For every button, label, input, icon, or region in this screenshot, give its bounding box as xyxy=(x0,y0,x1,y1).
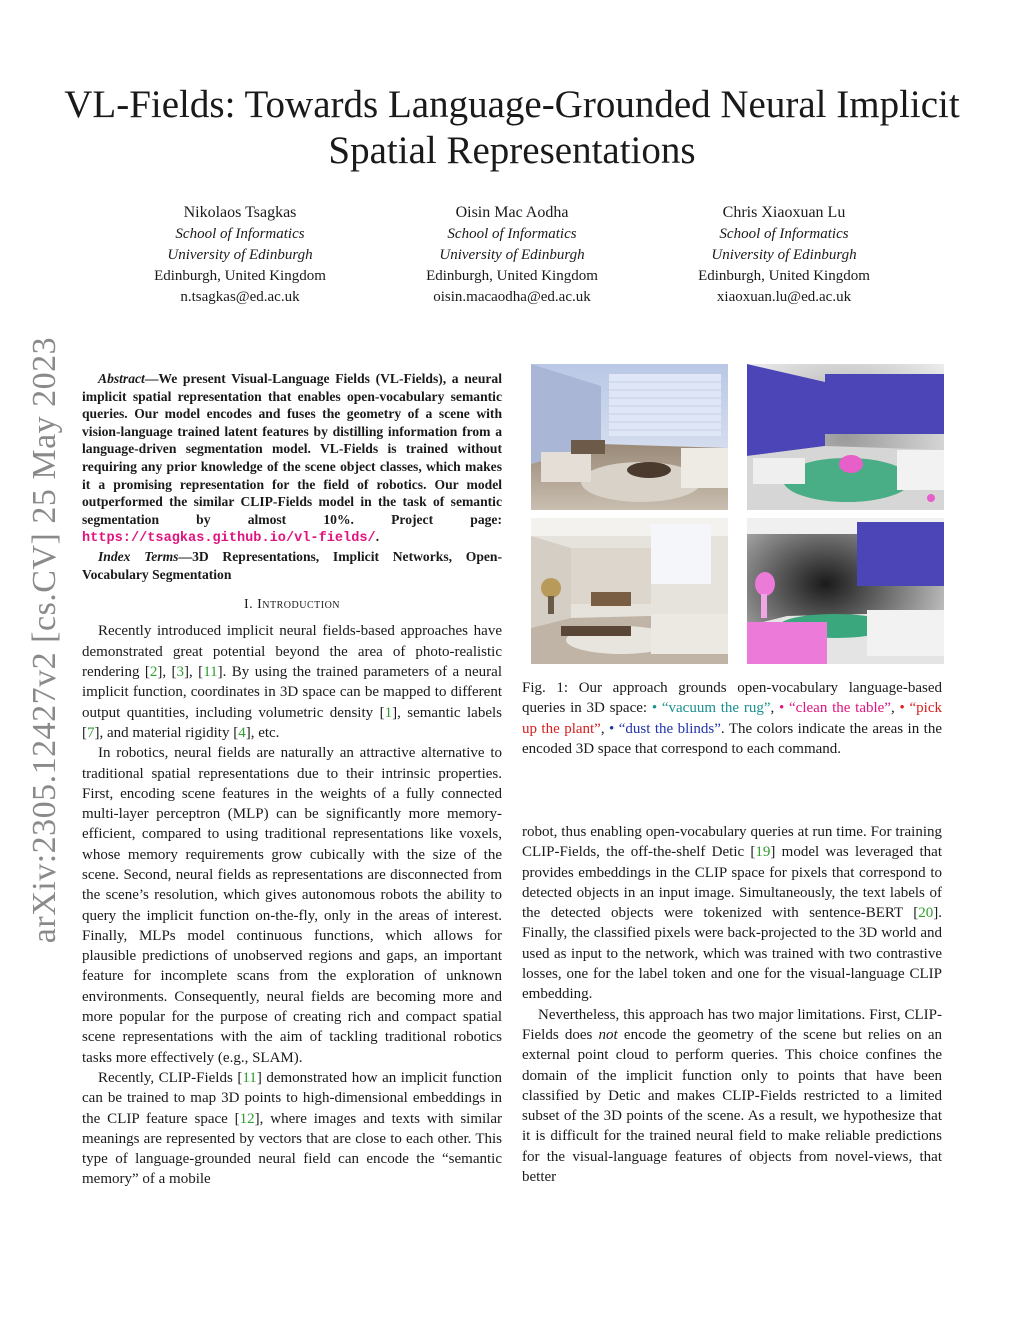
figure-rgb-view-2 xyxy=(531,518,728,664)
caption-suffix: . The colors indicate the areas in the encoded 3D space that correspond to each command. xyxy=(522,720,942,757)
text-run: ], where images and texts with similar meanings are represented by vectors that are close to each other. This type of language-grounded neural field can encode the “semantic memory” of a mobile xyxy=(82,1110,502,1188)
author-dept: School of Informatics xyxy=(719,226,849,242)
author-email[interactable]: n.tsagkas@ed.ac.uk xyxy=(180,289,300,305)
query-clean-table: “clean the table” xyxy=(789,700,891,717)
figure-query-map-1 xyxy=(747,364,944,510)
arxiv-identifier: arXiv:2305.12427v2 [cs.CV] 25 May 2023 xyxy=(26,336,64,944)
caption-sep: , xyxy=(600,720,610,737)
citation-link[interactable]: 3 xyxy=(176,664,185,681)
author-3 xyxy=(659,202,909,308)
section-heading: I. Introduction xyxy=(243,597,341,613)
text-run: Recently introduced implicit neural fields-based approaches have demonstrated great potential beyond the area of photo-realistic rendering [ xyxy=(82,623,502,681)
intro-paragraph xyxy=(82,1068,502,1190)
author-block xyxy=(115,202,909,308)
index-terms-label: Index Terms xyxy=(98,548,179,564)
right-paragraph xyxy=(522,1005,942,1188)
text-run: encode the geometry of the scene but relies on an external point cloud to perform queries. This choice confines the domain of the implicit function only to points that have been classified by Detic and makes CLIP-Fields restricted to a limited subset of the 3D points of the scene. As a result, we hypothesize that it is difficult for the trained neural field to make reliable predictions for the visual-language features of objects from novel-views, that better xyxy=(522,1026,942,1186)
intro-body xyxy=(82,621,502,1189)
text-run: ], and material rigidity [ xyxy=(94,724,239,741)
figure-1 xyxy=(531,364,944,664)
text-run: Recently, CLIP-Fields [ xyxy=(98,1069,243,1086)
author-univ: University of Edinburgh xyxy=(167,247,313,263)
author-email[interactable]: xiaoxuan.lu@ed.ac.uk xyxy=(716,289,852,305)
text-run: ] demonstrated how an implicit function can be trained to map 3D points to high-dimensional embeddings in the CLIP feature space [ xyxy=(82,1069,502,1127)
abstract-label: Abstract xyxy=(98,371,145,386)
author-2 xyxy=(387,202,637,308)
bullet-icon: • xyxy=(651,700,662,717)
author-dept: School of Informatics xyxy=(447,226,577,242)
text-run: ], [ xyxy=(184,664,204,681)
index-terms-text: —3D Representations, Implicit Networks, Open-Vocabulary Segmentation xyxy=(82,548,503,582)
bullet-icon: • xyxy=(609,720,619,737)
author-dept: School of Informatics xyxy=(175,226,305,242)
author-1 xyxy=(115,202,365,308)
text-run: Nevertheless, this approach has two major limitations. First, CLIP-Fields does xyxy=(522,1006,942,1043)
figure-query-map-2 xyxy=(747,518,944,664)
citation-link[interactable]: 1 xyxy=(384,704,393,721)
author-location: Edinburgh, United Kingdom xyxy=(426,268,598,284)
text-run: robot, thus enabling open-vocabulary queries at run time. For training CLIP-Fields, the off-the-shelf Detic [ xyxy=(522,824,942,861)
author-univ: University of Edinburgh xyxy=(439,247,585,263)
query-vacuum-rug: “vacuum the rug” xyxy=(661,700,771,717)
caption-prefix: Fig. 1: Our approach grounds open-vocabulary language-based queries in 3D space: xyxy=(522,680,942,717)
text-run: not xyxy=(598,1026,618,1043)
citation-link[interactable]: 12 xyxy=(239,1110,255,1127)
citation-link[interactable]: 20 xyxy=(918,905,934,922)
right-column xyxy=(522,822,942,1187)
citation-link[interactable]: 11 xyxy=(242,1069,257,1086)
intro-paragraph xyxy=(82,743,502,1068)
caption-sep: , xyxy=(890,700,900,717)
bullet-icon: • xyxy=(779,700,790,717)
citation-link[interactable]: 11 xyxy=(203,664,218,681)
abstract xyxy=(82,370,502,548)
abstract-end: . xyxy=(375,529,380,545)
text-run: In robotics, neural fields are naturally an attractive alternative to traditional spatial representations due to their intrinsic properties. First, encoding scene features in the weights of a fully connected multi-layer perceptron (MLP) can be significantly more memory-efficient, compared to using traditional representations like voxels, whose memory requirements grow cubically with the size of the scene. Second, neural fields as representations are disconnected from the scene’s resolution, which gives autonomous robots the ability to query the implicit function on-the-fly, only in the areas of interest. Finally, MLPs model continuous functions, which allows for plausible predictions of unobserved regions and gaps, an important feature for incomplete scans from the exploration of unknown environments. Consequently, neural fields are becoming more and more popular for the purpose of creating rich and compact spatial scene representations with the aim of tackling traditional robotics tasks more effectively (e.g., SLAM). xyxy=(82,745,502,1066)
text-run: ], semantic labels [ xyxy=(82,704,503,741)
author-name: Chris Xiaoxuan Lu xyxy=(722,204,846,221)
intro-paragraph xyxy=(82,621,502,743)
figure-rgb-view-1 xyxy=(531,364,728,510)
citation-link[interactable]: 4 xyxy=(238,724,246,741)
right-paragraph xyxy=(522,822,942,1005)
text-run: ]. By using the trained parameters of a neural implicit function, coordinates in 3D space can be mapped to different output quantities, including volumetric density [ xyxy=(82,664,503,721)
author-email[interactable]: oisin.macaodha@ed.ac.uk xyxy=(433,289,591,305)
text-run: ], [ xyxy=(157,664,177,681)
caption-sep: , xyxy=(770,700,779,717)
project-page-link[interactable]: https://tsagkas.github.io/vl-fields/ xyxy=(82,531,376,547)
citation-link[interactable]: 19 xyxy=(755,844,771,861)
paper-title: VL-Fields: Towards Language-Grounded Neural Implicit Spatial Representations xyxy=(64,83,960,172)
author-name: Oisin Mac Aodha xyxy=(455,204,569,221)
author-univ: University of Edinburgh xyxy=(711,247,857,263)
author-location: Edinburgh, United Kingdom xyxy=(698,268,870,284)
query-pick-plant: “pick up the plant” xyxy=(522,700,942,737)
query-dust-blinds: “dust the blinds” xyxy=(618,720,721,737)
text-run: ] model was leveraged that provides embeddings in the CLIP space for pixels that correspond to detected objects in an input image. Simultaneously, the text labels of the detected objects were tokenized with sentence-BERT [ xyxy=(522,844,942,922)
abstract-text: —We present Visual-Language Fields (VL-Fields), a neural implicit spatial representation that enables open-vocabulary semantic queries. Our model encodes and fuses the geometry of a scene with vision-language trained latent features by distilling information from a language-driven segmentation model. VL-Fields is trained without requiring any prior knowledge of the scene object classes, which makes it a promising representation for the field of robotics. Our model outperformed the similar CLIP-Fields model in the task of semantic segmentation by almost 10%. Project page: xyxy=(82,371,502,527)
index-terms xyxy=(82,548,502,583)
citation-link[interactable]: 2 xyxy=(149,664,158,681)
text-run: ], etc. xyxy=(245,724,280,741)
left-column xyxy=(82,370,502,1190)
author-name: Nikolaos Tsagkas xyxy=(183,204,297,221)
author-location: Edinburgh, United Kingdom xyxy=(154,268,326,284)
bullet-icon: • xyxy=(899,700,910,717)
arxiv-sidebar xyxy=(22,330,68,950)
citation-link[interactable]: 7 xyxy=(87,724,95,741)
text-run: ]. Finally, the classified pixels were back-projected to the 3D world and used as input to the network, which was trained with two contrastive losses, one for the label token and one for the visual-language CLIP embedding. xyxy=(522,905,942,1003)
right-body xyxy=(522,822,942,1187)
figure-caption xyxy=(522,678,942,759)
